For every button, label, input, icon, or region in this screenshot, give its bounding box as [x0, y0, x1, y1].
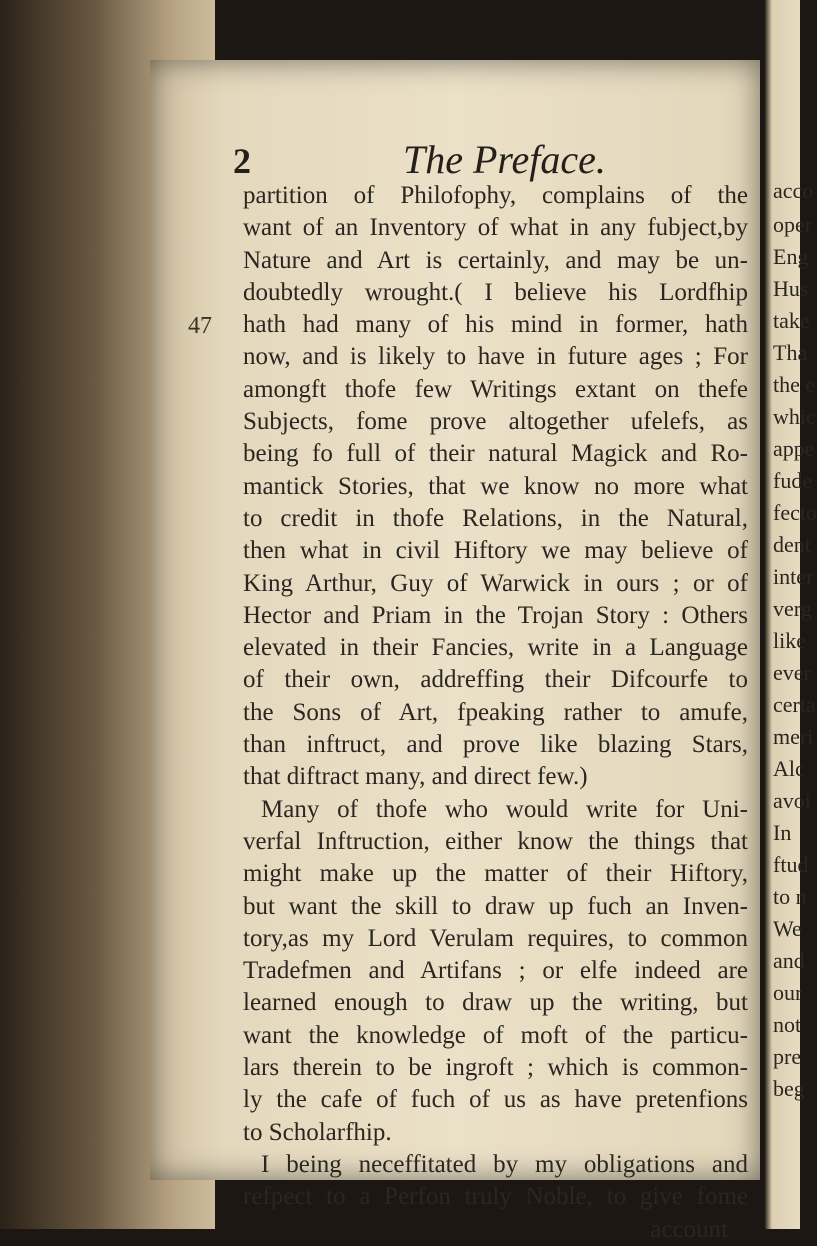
- text-line: being fo full of their natural Magick and Ro-: [243, 440, 748, 468]
- text-line: Subjects, fome prove altogether ufelefs, as: [243, 408, 748, 436]
- text-line: Tradefmen and Artifans ; or elfe indeed are: [243, 957, 748, 985]
- facing-fragment: beg: [773, 1076, 805, 1101]
- facing-fragment: fude: [773, 468, 813, 493]
- text-line: amongft thofe few Writings extant on thefe: [243, 375, 748, 403]
- text-line: now, and is likely to have in future ages ; For: [243, 343, 748, 371]
- facing-fragment: In: [773, 820, 792, 845]
- page-header: [233, 137, 753, 182]
- text-line: hath had many of his mind in former, hath: [243, 311, 748, 339]
- text-line: want the knowledge of moft of the particu-: [243, 1021, 748, 1049]
- text-line: then what in civil Hiftory we may believe of: [243, 537, 748, 565]
- text-line: than inftruct, and prove like blazing Stars,: [243, 731, 748, 759]
- facing-fragment: We: [773, 916, 802, 941]
- facing-fragment: pre: [773, 1044, 802, 1069]
- text-line: partition of Philofophy, complains of the: [243, 182, 748, 209]
- text-line: doubtedly wrought.( I believe his Lordfhip: [243, 278, 748, 306]
- text-line: verfal Inftruction, either know the things that: [243, 827, 748, 855]
- facing-fragment: appe: [773, 436, 815, 461]
- text-line: of their own, addreffing their Difcourfe to: [243, 666, 748, 694]
- facing-fragment: certa: [773, 692, 816, 717]
- page-number: 2: [233, 141, 251, 181]
- text-line: mantick Stories, that we know no more what: [243, 472, 748, 500]
- facing-fragment: acco: [773, 178, 814, 203]
- text-line: tory,as my Lord Verulam requires, to common: [243, 924, 748, 952]
- facing-fragment: our: [773, 980, 803, 1005]
- text-line: Nature and Art is certainly, and may be un-: [243, 246, 748, 274]
- text-line: might make up the matter of their Hiftory,: [243, 860, 748, 888]
- facing-fragment: Tha: [773, 340, 808, 365]
- text-line: I being neceffitated by my obligations and: [261, 1150, 748, 1178]
- text-line: to Scholarfhip.: [243, 1118, 392, 1146]
- catchword: account: [650, 1215, 728, 1243]
- text-line: want of an Inventory of what in any fubject,by: [243, 214, 748, 242]
- text-line: ly the cafe of fuch of us as have pretenfions: [243, 1086, 748, 1114]
- text-line: lars therein to be ingroft ; which is common-: [243, 1054, 748, 1082]
- facing-fragment: verg: [773, 596, 812, 621]
- page-body: [243, 180, 748, 1246]
- facing-fragment: ftud: [773, 852, 809, 877]
- text-line: but want the skill to draw up fuch an Inven-: [243, 892, 748, 920]
- facing-fragment: like: [773, 628, 806, 653]
- text-line: to credit in thofe Relations, in the Natural,: [243, 504, 748, 532]
- facing-fragment: to n: [773, 884, 807, 909]
- text-line: that diftract many, and direct few.): [243, 763, 588, 791]
- facing-fragment: avoi: [773, 788, 811, 813]
- facing-fragment: the e: [773, 372, 816, 397]
- text-line: refpect to a Perfon truly Noble, to give fome: [243, 1183, 748, 1211]
- facing-fragment: fecto: [773, 500, 817, 525]
- facing-fragment: ever: [773, 660, 811, 685]
- text-line: the Sons of Art, fpeaking rather to amufe,: [243, 698, 748, 726]
- facing-fragment: Eng: [773, 244, 809, 269]
- text-line: King Arthur, Guy of Warwick in ours ; or of: [243, 569, 748, 597]
- facing-fragment: dent: [773, 532, 811, 557]
- facing-fragment: take: [773, 308, 810, 333]
- facing-fragment: whic: [773, 404, 816, 429]
- text-line: Hector and Priam in the Trojan Story : Others: [243, 601, 748, 629]
- margin-mark: 47: [188, 313, 212, 339]
- text-line: learned enough to draw up the writing, but: [243, 989, 748, 1017]
- facing-fragment: and: [773, 948, 805, 973]
- facing-fragment: oper: [773, 212, 813, 237]
- facing-fragment: Hus: [773, 276, 809, 301]
- running-head: The Preface.: [403, 137, 606, 182]
- text-line: Many of thofe who would write for Uni-: [261, 795, 748, 823]
- facing-fragment: meri: [773, 724, 814, 749]
- facing-fragment: not: [773, 1012, 802, 1037]
- text-line: elevated in their Fancies, write in a Language: [243, 634, 748, 662]
- facing-fragment: inter: [773, 564, 814, 589]
- facing-fragment: Alc: [773, 756, 805, 781]
- facing-page-edge: [765, 0, 817, 1229]
